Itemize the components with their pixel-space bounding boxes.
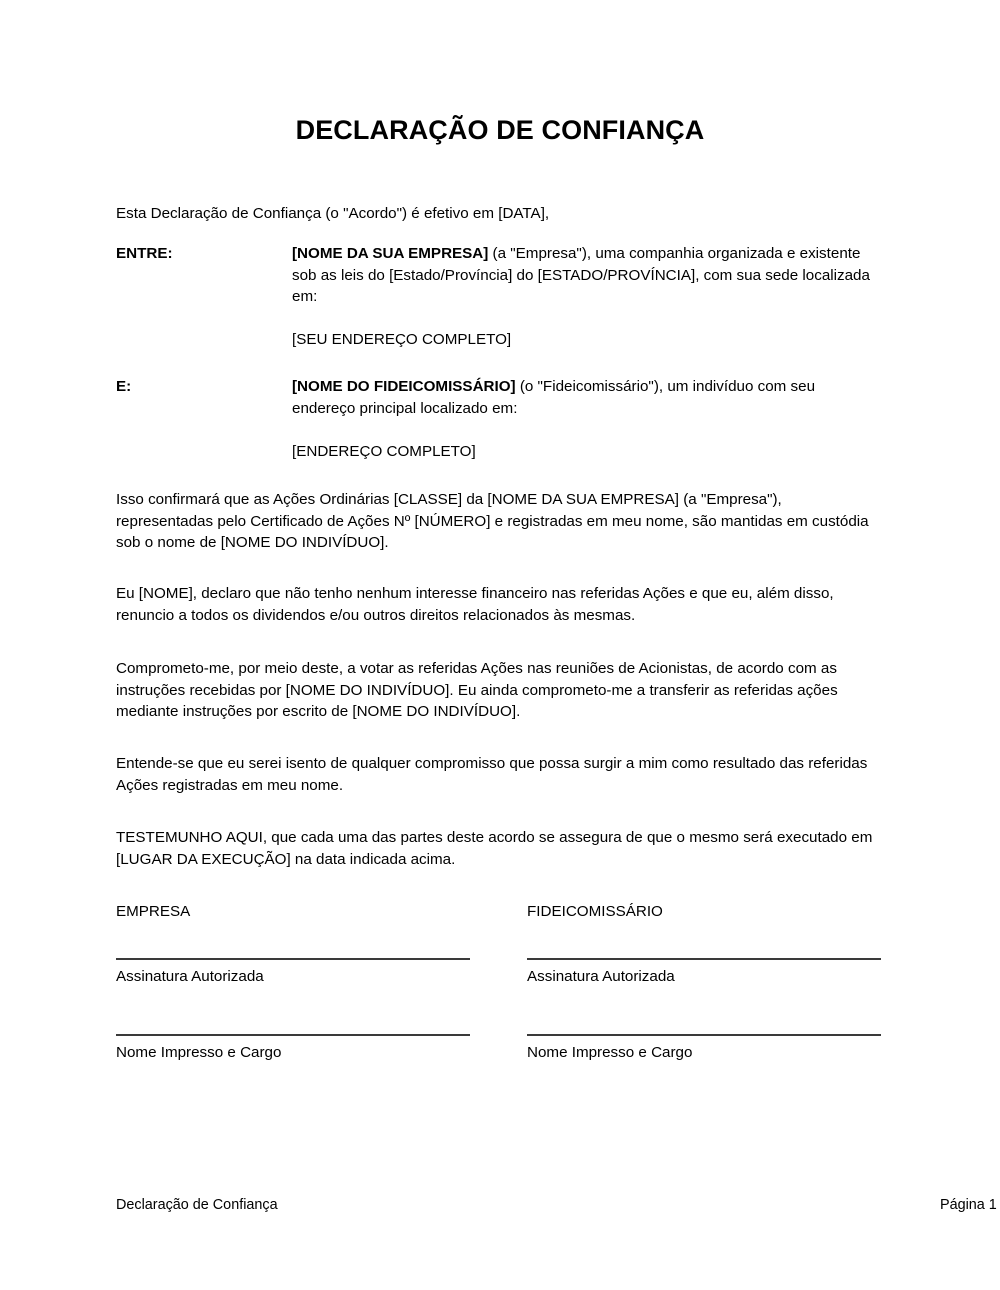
party-address-entre: [SEU ENDEREÇO COMPLETO] xyxy=(292,331,512,348)
footer-document-name: Declaração de Confiança xyxy=(116,1197,278,1213)
signature-caption: Nome Impresso e Cargo xyxy=(116,1044,282,1061)
party-name-e: [NOME DO FIDEICOMISSÁRIO] xyxy=(292,378,516,395)
signature-slot-company-signature xyxy=(116,958,470,988)
party-description-entre: (a "Empresa"), uma companhia organizada e existente sob as leis do [Estado/Província] do [ESTADO/PROVÍNCIA], com sua sede localizada em: xyxy=(292,245,870,305)
signature-slot-company-name xyxy=(116,1034,470,1064)
signature-caption: Assinatura Autorizada xyxy=(116,968,264,985)
party-name-entre: [NOME DA SUA EMPRESA] xyxy=(292,245,489,262)
party-block-e xyxy=(116,376,880,462)
party-body-e xyxy=(292,376,880,462)
signature-line xyxy=(527,958,881,960)
signature-line xyxy=(527,1034,881,1036)
body-paragraph-3: Comprometo-me, por meio deste, a votar as referidas Ações nas reuniões de Acionistas, de acordo com as instruções recebidas por [NOME DO INDIVÍDUO]. Eu ainda comprometo-me a transferir as referidas ações mediante instruções por escrito de [NOME DO INDIVÍDUO]. xyxy=(116,660,838,720)
intro-paragraph: Esta Declaração de Confiança (o "Acordo") é efetivo em [DATA], xyxy=(116,205,550,222)
party-label-entre: ENTRE: xyxy=(116,245,173,262)
signature-line xyxy=(116,958,470,960)
party-body-entre xyxy=(292,243,880,351)
body-paragraph-4: Entende-se que eu serei isento de qualquer compromisso que possa surgir a mim como resultado das referidas Ações registradas em meu nome. xyxy=(116,755,868,794)
signature-caption: Nome Impresso e Cargo xyxy=(527,1044,693,1061)
signature-header-trustee: FIDEICOMISSÁRIO xyxy=(527,903,663,920)
signature-slot-trustee-signature xyxy=(527,958,881,988)
signature-slot-trustee-name xyxy=(527,1034,881,1064)
signature-header-company: EMPRESA xyxy=(116,903,191,920)
body-paragraph-2: Eu [NOME], declaro que não tenho nenhum interesse financeiro nas referidas Ações e que eu, além disso, renuncio a todos os dividendos e/ou outros direitos relacionados às mesmas. xyxy=(116,585,834,624)
page-footer xyxy=(116,1195,1000,1217)
party-address-e: [ENDEREÇO COMPLETO] xyxy=(292,442,476,460)
party-label-e: E: xyxy=(116,378,132,395)
body-paragraph-5: TESTEMUNHO AQUI, que cada uma das partes deste acordo se assegura de que o mesmo será executado em [LUGAR DA EXECUÇÃO] na data indicada acima. xyxy=(116,829,873,868)
party-block-entre xyxy=(116,243,880,351)
footer-page-number: Página 1 xyxy=(940,1197,997,1213)
page-title: DECLARAÇÃO DE CONFIANÇA xyxy=(295,115,705,145)
body-paragraph-1: Isso confirmará que as Ações Ordinárias [CLASSE] da [NOME DA SUA EMPRESA] (a "Empresa"), representadas pelo Certificado de Ações Nº [NÚMERO] e registradas em meu nome, são mantidas em custódia sob o nome de [NOME DO INDIVÍDUO]. xyxy=(116,491,869,551)
signature-line xyxy=(116,1034,470,1036)
signature-caption: Assinatura Autorizada xyxy=(527,968,675,985)
party-description-e: (o "Fideicomissário"), um indivíduo com seu endereço principal localizado em: xyxy=(292,378,816,417)
